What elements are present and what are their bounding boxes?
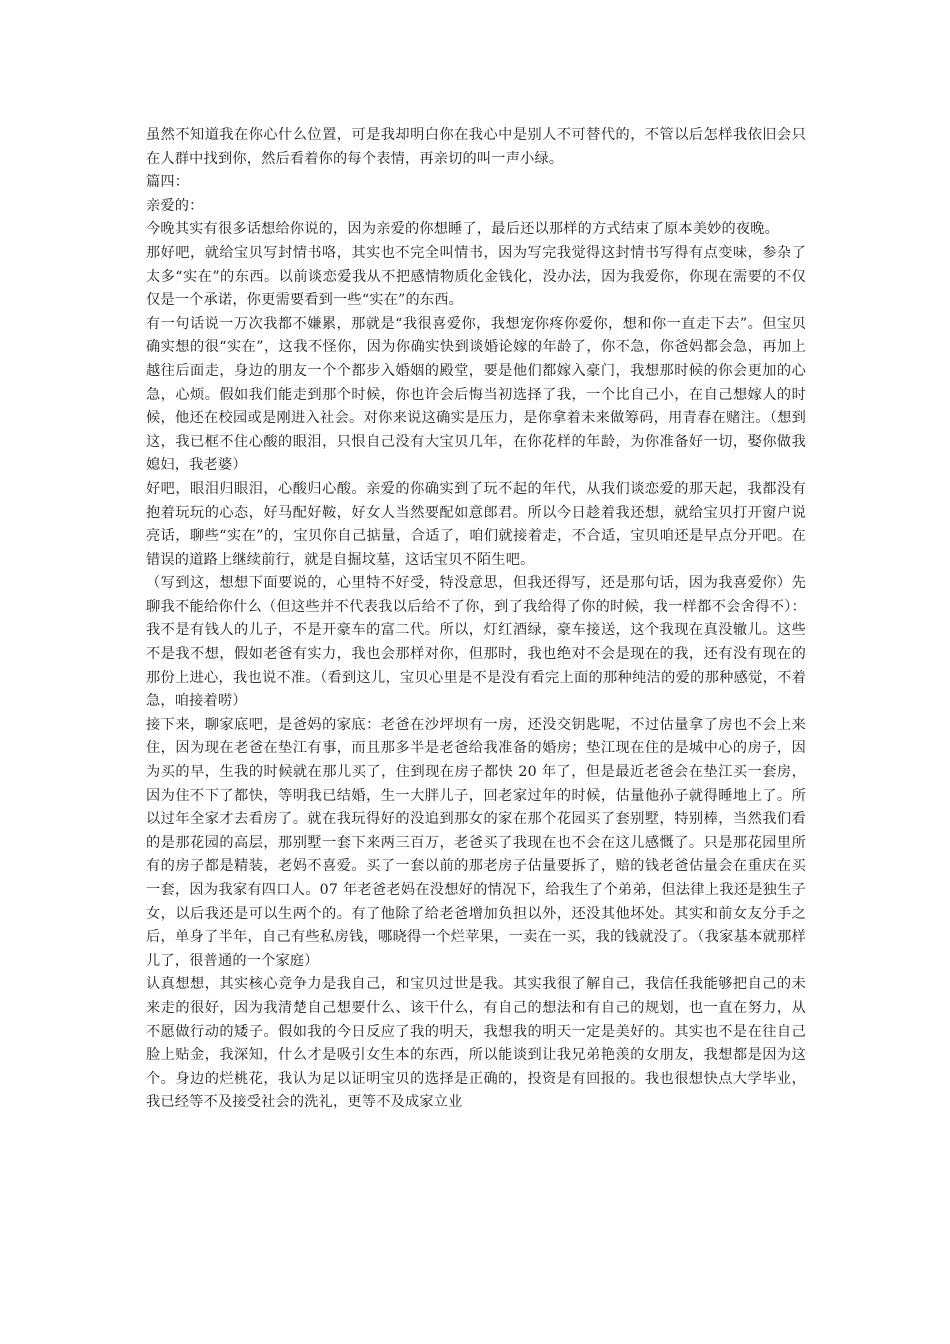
paragraph: （写到这，想想下面要说的，心里特不好受，特没意思，但我还得写，还是那句话，因为我喜爱你）先聊我不能给你什么（但这些并不代表我以后给不了你，到了我给得了你的时候，我一样都不会舍得不）：我不是有钱人的儿子，不是开豪车的富二代。所以，灯红酒绿，豪车接送，这个我现在真没辙儿。这些不是我不想，假如老爸有实力，我也会那样对你，但那时，我也绝对不会是现在的我，还有没有现在的那份上进心，我也说不准。（看到这儿，宝贝心里是不是没有看完上面的那种纯洁的爱的那种感觉，不着急，咱接着唠）	[146, 575, 806, 710]
paragraph: 那好吧，就给宝贝写封情书咯，其实也不完全叫情书，因为写完我觉得这封情书写得有点变味，参杂了太多“实在”的东西。以前谈恋爱我从不把感情物质化金钱化，没办法，因为我爱你，你现在需要的不仅仅是一个承诺，你更需要看到一些“实在”的东西。	[146, 244, 806, 309]
paragraph: 好吧，眼泪归眼泪，心酸归心酸。亲爱的你确实到了玩不起的年代，从我们谈恋爱的那天起，我都没有抱着玩玩的心态，好马配好鞍，好女人当然要配如意郎君。所以今日趁着我还想，就给宝贝打开窗户说亮话，聊些“实在”的，宝贝你自己掂量，合适了，咱们就接着走，不合适，宝贝咱还是早点分开吧。在错误的道路上继续前行，就是自掘坟墓，这话宝贝不陌生吧。	[146, 480, 806, 568]
paragraph: 认真想想，其实核心竞争力是我自己，和宝贝过世是我。其实我很了解自己，我信任我能够把自己的未来走的很好，因为我清楚自己想要什么、该干什么，有自己的想法和有自己的规划，也一直在努力，从不愿做行动的矮子。假如我的今日反应了我的明天，我想我的明天一定是美好的。其实也不是在往自己脸上贴金，我深知，什么才是吸引女生本的东西，所以能谈到让我兄弟艳羡的女朋友，我想都是因为这个。身边的烂桃花，我认为足以证明宝贝的选择是正确的，投资是有回报的。我也很想快点大学毕业，我已经等不及接受社会的洗礼，更等不及成家立业	[146, 976, 806, 1111]
paragraph: 今晚其实有很多话想给你说的，因为亲爱的你想睡了，最后还以那样的方式结束了原本美妙的夜晚。	[146, 221, 780, 238]
section-heading: 篇四：	[146, 174, 190, 191]
paragraph: 虽然不知道我在你心什么位置，可是我却明白你在我心中是别人不可替代的，不管以后怎样我依旧会只在人群中找到你，然后看着你的每个表情，再亲切的叫一声小绿。	[146, 127, 806, 167]
paragraph: 接下来，聊家底吧，是爸妈的家底：老爸在沙坪坝有一房，还没交钥匙呢，不过估量拿了房也不会上来住，因为现在老爸在垫江有事，而且那多半是老爸给我准备的婚房；垫江现在住的是城中心的房子，因为买的早，生我的时候就在那儿买了，住到现在房子都快 20 年了，但是最近老爸会在垫江买一套房，因为住不下了都快，等明我已结婚，生一大胖儿子，回老家过年的时候，估量他孙子就得睡地上了。所以过年全家才去看房了。就在我玩得好的没追到那女的家在那个花园买了套别墅，特别棒，当然我们看的是那花园的高层，那别墅一套下来两三百万，老爸买了我现在也不会在这儿感慨了。只是那花园里所有的房子都是精装，老妈不喜爱。买了一套以前的那老房子估量要拆了，赔的钱老爸估量会在重庆在买一套，因为我家有四口人。07 年老爸老妈在没想好的情况下，给我生了个弟弟，但法律上我还是独生子女，以后我还是可以生两个的。有了他除了给老爸增加负担以外，还没其他坏处。其实和前女友分手之后，单身了半年，自己有些私房钱，哪晓得一个烂苹果，一卖在一买，我的钱就没了。（我家基本就那样儿了，很普通的一个家庭）	[146, 716, 806, 969]
letter-salutation: 亲爱的：	[146, 197, 204, 214]
document-body	[146, 124, 806, 1115]
paragraph: 有一句话说一万次我都不嫌累，那就是“我很喜爱你，我想宠你疼你爱你，想和你一直走下去”。但宝贝确实想的很“实在”，这我不怪你，因为你确实快到谈婚论嫁的年龄了，你不急，你爸妈都会急，再加上越往后面走，身边的朋友一个个都步入婚姻的殿堂，要是他们都嫁入豪门，我想那时候的你会更加的心急，心烦。假如我们能走到那个时候，你也许会后悔当初选择了我，一个比自己小，在自己想嫁人的时候，他还在校园或是刚进入社会。对你来说这确实是压力，是你拿着未来做筹码，用青春在赌注。（想到这，我已框不住心酸的眼泪，只恨自己没有大宝贝几年，在你花样的年龄，为你准备好一切，娶你做我媳妇，我老婆）	[146, 315, 806, 474]
